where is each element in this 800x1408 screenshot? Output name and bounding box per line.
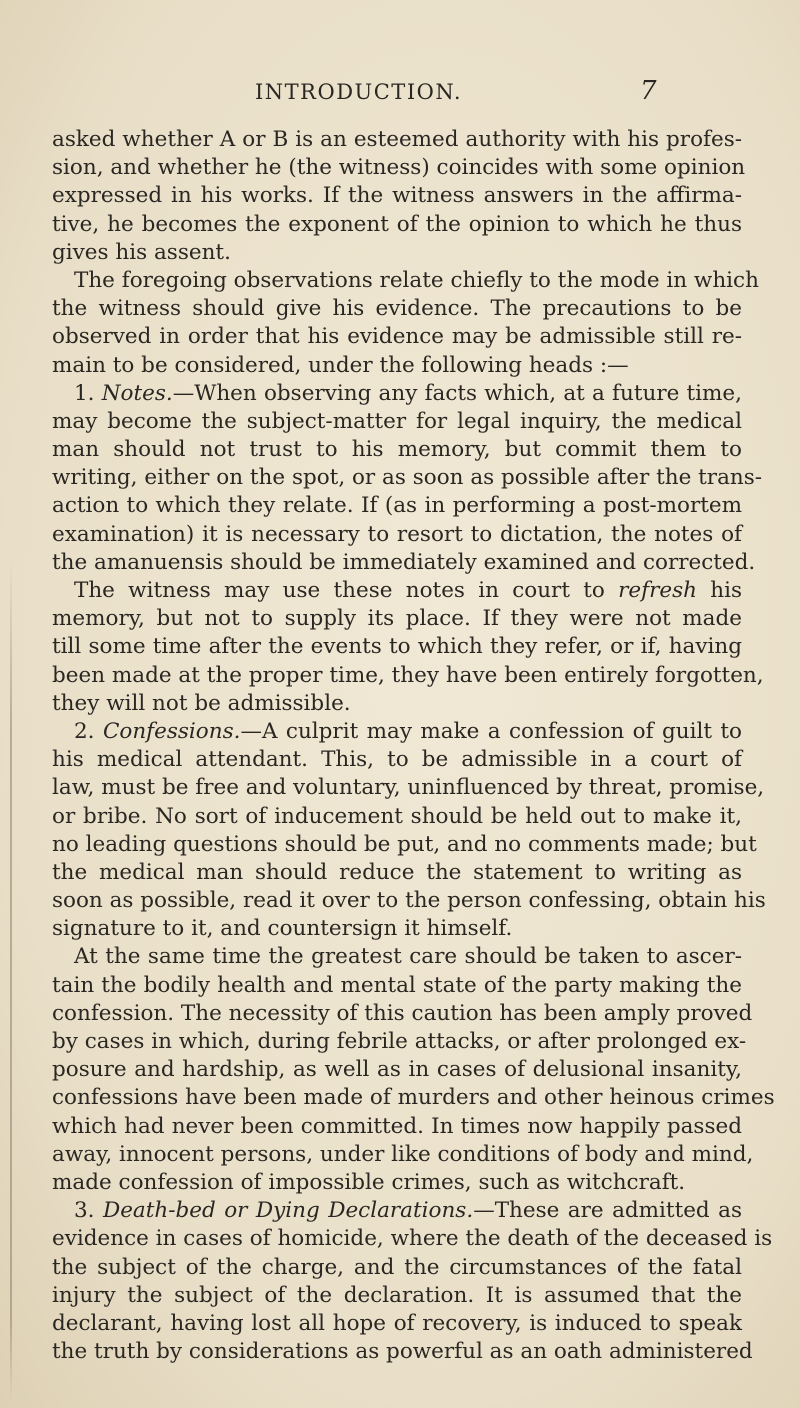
text-line: the amanuensis should be immediately examined and corrected.: [52, 549, 756, 575]
page-number: 7: [640, 76, 657, 106]
text-line: or bribe. No sort of inducement should be held out to make it,: [52, 803, 742, 829]
text-line: away, innocent persons, under like conditions of body and mind,: [52, 1141, 754, 1167]
text-line: expressed in his works. If the witness answers in the affirma-: [52, 183, 742, 209]
text-line: the truth by considerations as powerful as an oath administered: [52, 1339, 753, 1365]
text-line: 3. Death-bed or Dying Declarations.—These are admitted as: [74, 1198, 743, 1224]
text-line: The foregoing observations relate chiefly to the mode in which: [74, 267, 759, 293]
text-line: The witness may use these notes in court to refresh his: [74, 578, 742, 603]
text-line: tive, he becomes the exponent of the opinion to which he thus: [52, 211, 742, 237]
text-line: At the same time the greatest care should be taken to ascer-: [74, 944, 742, 970]
text-line: law, must be free and voluntary, uninfluenced by threat, promise,: [52, 775, 765, 801]
text-line: the witness should give his evidence. The precautions to be: [52, 296, 742, 322]
text-line: made confession of impossible crimes, such as witchcraft.: [52, 1169, 686, 1195]
text-line: writing, either on the spot, or as soon as possible after the trans-: [52, 465, 763, 491]
text-line: evidence in cases of homicide, where the death of the deceased is: [52, 1226, 773, 1252]
text-line: posure and hardship, as well as in cases of delusional insanity,: [52, 1057, 742, 1083]
text-line: gives his assent.: [52, 239, 231, 265]
text-line: examination) it is necessary to resort to dictation, the notes of: [52, 521, 742, 547]
text-line: action to which they relate. If (as in performing a post-mortem: [52, 493, 742, 519]
text-line: sion, and whether he (the witness) coincides with some opinion: [52, 155, 746, 181]
running-head: INTRODUCTION.: [255, 80, 463, 104]
text-line: been made at the proper time, they have been entirely forgotten,: [52, 662, 764, 688]
text-line: injury the subject of the declaration. It is assumed that the: [52, 1282, 742, 1308]
text-line: confession. The necessity of this caution has been amply proved: [52, 1000, 753, 1026]
text-line: 1. Notes.—When observing any facts which, at a future time,: [74, 380, 742, 406]
text-line: by cases in which, during febrile attacks, or after prolonged ex-: [52, 1029, 747, 1054]
text-line: confessions have been made of murders and other heinous crimes: [52, 1085, 775, 1111]
page-edge-shadow: [10, 560, 12, 1400]
page-header: [0, 78, 800, 108]
text-line: may become the subject-matter for legal inquiry, the medical: [52, 408, 742, 434]
text-line: tain the bodily health and mental state of the party making the: [52, 972, 742, 998]
text-line: the subject of the charge, and the circumstances of the fatal: [52, 1254, 742, 1280]
text-line: main to be considered, under the following heads :—: [52, 352, 629, 378]
text-line: his medical attendant. This, to be admissible in a court of: [52, 747, 742, 773]
text-line: which had never been committed. In times now happily passed: [52, 1113, 742, 1139]
text-line: no leading questions should be put, and no comments made; but: [52, 831, 757, 857]
text-line: the medical man should reduce the statement to writing as: [52, 859, 742, 885]
text-line: observed in order that his evidence may be admissible still re-: [52, 324, 742, 350]
text-line: declarant, having lost all hope of recovery, is induced to speak: [52, 1310, 742, 1336]
text-line: signature to it, and countersign it himself.: [52, 916, 513, 942]
text-line: man should not trust to his memory, but commit them to: [52, 437, 742, 463]
text-line: asked whether A or B is an esteemed authority with his profes-: [52, 127, 742, 152]
body-text: [52, 126, 775, 1366]
text-line: till some time after the events to which they refer, or if, having: [52, 634, 742, 660]
text-line: soon as possible, read it over to the person confessing, obtain his: [52, 888, 766, 914]
text-line: memory, but not to supply its place. If they were not made: [52, 606, 742, 632]
text-line: they will not be admissible.: [52, 690, 351, 716]
text-line: 2. Confessions.—A culprit may make a confession of guilt to: [74, 718, 742, 744]
